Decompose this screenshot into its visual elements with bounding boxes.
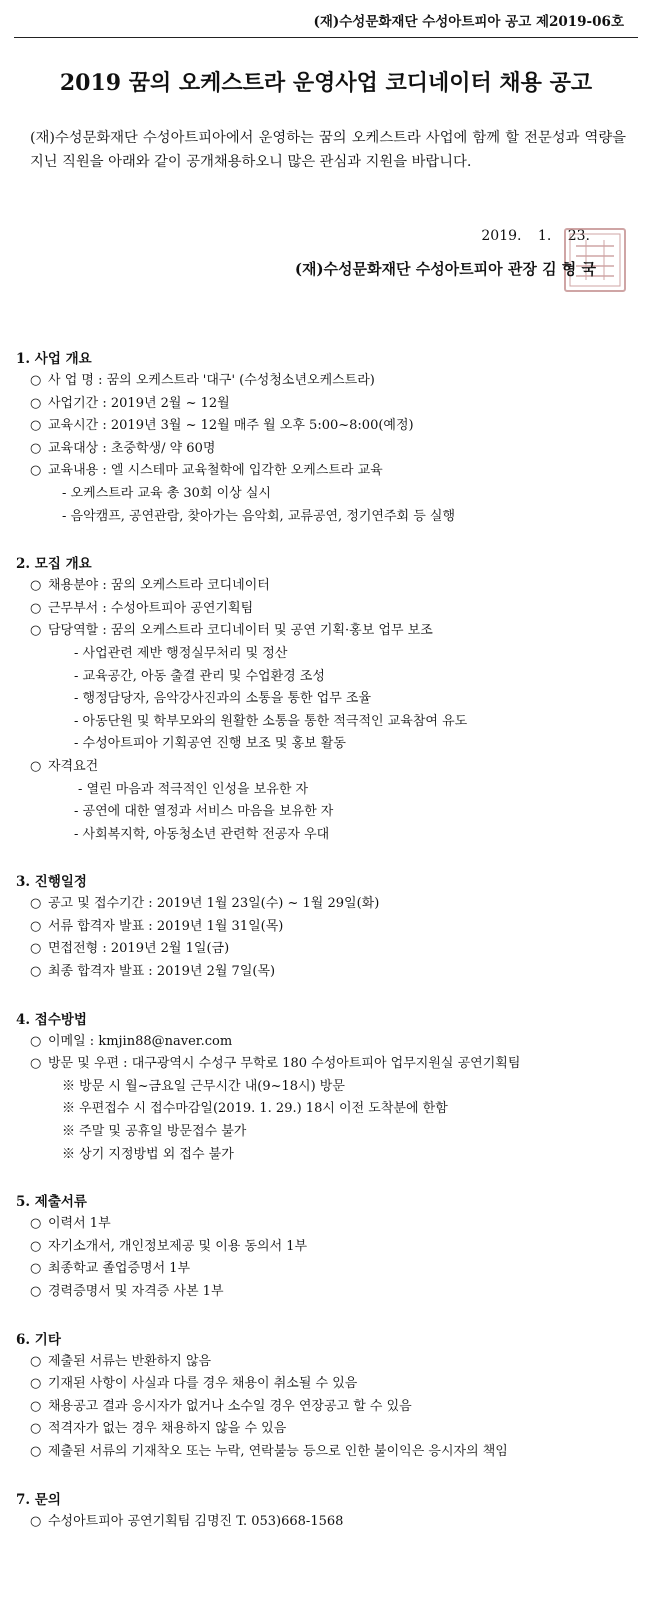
bullet-item-text: 근무부서 : 수성아트피아 공연기획팀: [48, 600, 254, 616]
circle-bullet-icon: ○: [30, 1398, 42, 1414]
section-7: [16, 1489, 636, 1534]
sub-item: - 음악캠프, 공연관람, 찾아가는 음악회, 교류공연, 정기연주회 등 실행: [62, 508, 456, 524]
section-heading: 2. 모집 개요: [16, 556, 92, 573]
circle-bullet-icon: ○: [30, 964, 42, 980]
bullet-item: [16, 438, 636, 461]
bullet-item: [16, 961, 636, 984]
bullet-item: [16, 916, 636, 939]
circle-bullet-icon: ○: [30, 1261, 42, 1277]
header-divider: [14, 37, 638, 38]
circle-bullet-icon: ○: [30, 1421, 42, 1437]
sub-item: - 아동단원 및 학부모와의 원활한 소통을 통한 적극적인 교육참여 유도: [74, 713, 468, 729]
bullet-item: [16, 598, 636, 621]
section-heading: 1. 사업 개요: [16, 351, 92, 367]
intro-paragraph: (재)수성문화재단 수성아트피아에서 운영하는 꿈의 오케스트라 사업에 함께 할 전문성과 역량을 지닌 직원을 아래와 같이 공개채용하오니 많은 관심과 지원을 바랍니다.: [30, 130, 626, 170]
bullet-item: [16, 393, 636, 416]
bullet-item-text: 적격자가 없는 경우 채용하지 않을 수 있음: [48, 1421, 287, 1437]
bullet-item-text: 담당역할 : 꿈의 오케스트라 코디네이터 및 공연 기획·홍보 업무 보조: [48, 623, 433, 639]
bullet-item-text: 사 업 명 : 꿈의 오케스트라 '대구' (수성청소년오케스트라): [48, 373, 375, 388]
circle-bullet-icon: ○: [30, 1284, 42, 1299]
document-number: (재)수성문화재단 수성아트피아 공고 제2019-06호: [313, 14, 624, 30]
section-heading: 4. 접수방법: [16, 1011, 87, 1028]
bullet-item: [16, 460, 636, 483]
sub-item: - 공연에 대한 열정과 서비스 마음을 보유한 자: [74, 804, 334, 820]
bullet-item: [16, 620, 636, 643]
bullet-item-text: 기재된 사항이 사실과 다를 경우 채용이 취소될 수 있음: [48, 1376, 358, 1392]
circle-bullet-icon: ○: [30, 463, 42, 479]
section-heading: 5. 제출서류: [16, 1194, 87, 1211]
bullet-item-text: 채용공고 결과 응시자가 없거나 소수일 경우 연장공고 할 수 있음: [48, 1398, 412, 1414]
bullet-item-text: 최종학교 졸업증명서 1부: [48, 1261, 191, 1277]
bullet-item: [16, 1396, 636, 1419]
sub-item: - 수성아트피아 기획공연 진행 보조 및 홍보 활동: [74, 736, 346, 752]
reference-note: ※ 우편접수 시 접수마감일(2019. 1. 29.) 18시 이전 도착분에 한함: [62, 1101, 448, 1117]
bullet-item-text: 면접전형 : 2019년 2월 1일(금): [48, 941, 230, 957]
bullet-item: [16, 893, 636, 916]
section-heading: 7. 문의: [16, 1491, 61, 1508]
bullet-item: [16, 1441, 636, 1464]
bullet-item: [16, 1053, 636, 1076]
circle-bullet-icon: ○: [30, 1238, 42, 1254]
circle-bullet-icon: ○: [30, 918, 42, 934]
section-1: [16, 348, 636, 528]
sub-item: - 행정담당자, 음악강사진과의 소통을 통한 업무 조율: [74, 691, 372, 707]
bullet-item: [16, 370, 636, 393]
bullet-item-text: 채용분야 : 꿈의 오케스트라 코디네이터: [48, 578, 270, 594]
bullet-item: [16, 1418, 636, 1441]
circle-bullet-icon: ○: [30, 1216, 42, 1232]
sub-item: - 사업관련 제반 행정실무처리 및 정산: [74, 645, 288, 661]
reference-note: ※ 주말 및 공휴일 방문접수 불가: [62, 1124, 247, 1140]
circle-bullet-icon: ○: [30, 941, 42, 957]
bullet-item-text: 자기소개서, 개인정보제공 및 이용 동의서 1부: [48, 1238, 308, 1254]
bullet-item: [16, 415, 636, 438]
bullet-item-text: 교육시간 : 2019년 3월 ~ 12월 매주 월 오후 5:00~8:00(예정): [48, 418, 414, 434]
bullet-item-text: 이력서 1부: [48, 1216, 111, 1232]
circle-bullet-icon: ○: [30, 1376, 42, 1392]
section-2: [16, 553, 636, 846]
section-4: [16, 1009, 636, 1167]
bullet-item-text: 제출된 서류의 기재착오 또는 누락, 연락불능 등으로 인한 불이익은 응시자의 책임: [48, 1443, 508, 1459]
circle-bullet-icon: ○: [30, 623, 42, 639]
bullet-item: [16, 575, 636, 598]
circle-bullet-icon: ○: [30, 418, 42, 434]
reference-note: ※ 방문 시 월~금요일 근무시간 내(9~18시) 방문: [62, 1078, 345, 1094]
bullet-item-text: 서류 합격자 발표 : 2019년 1월 31일(목): [48, 918, 284, 934]
circle-bullet-icon: ○: [30, 373, 42, 388]
bullet-item-text: 수성아트피아 공연기획팀 김명진 T. 053)668-1568: [48, 1513, 344, 1529]
signer-name: (재)수성문화재단 수성아트피아 관장 김 형 국: [294, 260, 596, 278]
bullet-item: [16, 756, 636, 779]
bullet-item: [16, 1031, 636, 1054]
section-heading: 3. 진행일정: [16, 874, 87, 891]
sub-item: - 교육공간, 아동 출결 관리 및 수업환경 조성: [74, 668, 325, 684]
bullet-item-text: 교육대상 : 초중학생/ 약 60명: [48, 440, 216, 456]
bullet-item-text: 이메일 : kmjin88@naver.com: [48, 1033, 233, 1049]
bullet-item: [16, 1373, 636, 1396]
bullet-item: [16, 1281, 636, 1304]
circle-bullet-icon: ○: [30, 1443, 42, 1459]
bullet-item: [16, 1213, 636, 1236]
announcement-date: 2019. 1. 23.: [481, 228, 590, 244]
bullet-item: [16, 1258, 636, 1281]
bullet-item-text: 교육내용 : 엘 시스테마 교육철학에 입각한 오케스트라 교육: [48, 463, 383, 479]
section-heading: 6. 기타: [16, 1331, 61, 1348]
circle-bullet-icon: ○: [30, 395, 42, 411]
bullet-item: [16, 1351, 636, 1374]
circle-bullet-icon: ○: [30, 1513, 42, 1529]
sub-item: - 오케스트라 교육 총 30회 이상 실시: [62, 485, 271, 501]
bullet-item-text: 사업기간 : 2019년 2월 ~ 12월: [48, 395, 230, 411]
bullet-item-text: 자격요건: [48, 758, 99, 774]
circle-bullet-icon: ○: [30, 896, 42, 912]
bullet-item: [16, 938, 636, 961]
bullet-item-text: 경력증명서 및 자격증 사본 1부: [48, 1284, 224, 1299]
bullet-item: [16, 1236, 636, 1259]
circle-bullet-icon: ○: [30, 1353, 42, 1369]
notice-sections: [16, 348, 636, 1558]
sub-item: - 사회복지학, 아동청소년 관련학 전공자 우대: [74, 826, 330, 842]
circle-bullet-icon: ○: [30, 600, 42, 616]
page-title: 2019 꿈의 오케스트라 운영사업 코디네이터 채용 공고: [59, 70, 593, 96]
circle-bullet-icon: ○: [30, 1056, 42, 1072]
bullet-item-text: 공고 및 접수기간 : 2019년 1월 23일(수) ~ 1월 29일(화): [48, 896, 380, 912]
circle-bullet-icon: ○: [30, 1033, 42, 1049]
section-3: [16, 871, 636, 983]
bullet-item-text: 방문 및 우편 : 대구광역시 수성구 무학로 180 수성아트피아 업무지원실 공연기획팀: [48, 1056, 521, 1072]
bullet-item-text: 최종 합격자 발표 : 2019년 2월 7일(목): [48, 964, 276, 980]
section-6: [16, 1329, 636, 1464]
bullet-item-text: 제출된 서류는 반환하지 않음: [48, 1353, 212, 1369]
section-5: [16, 1191, 636, 1303]
circle-bullet-icon: ○: [30, 578, 42, 594]
bullet-item: [16, 1511, 636, 1534]
reference-note: ※ 상기 지정방법 외 접수 불가: [62, 1146, 234, 1162]
circle-bullet-icon: ○: [30, 758, 42, 774]
sub-item: - 열린 마음과 적극적인 인성을 보유한 자: [78, 781, 309, 797]
circle-bullet-icon: ○: [30, 440, 42, 456]
